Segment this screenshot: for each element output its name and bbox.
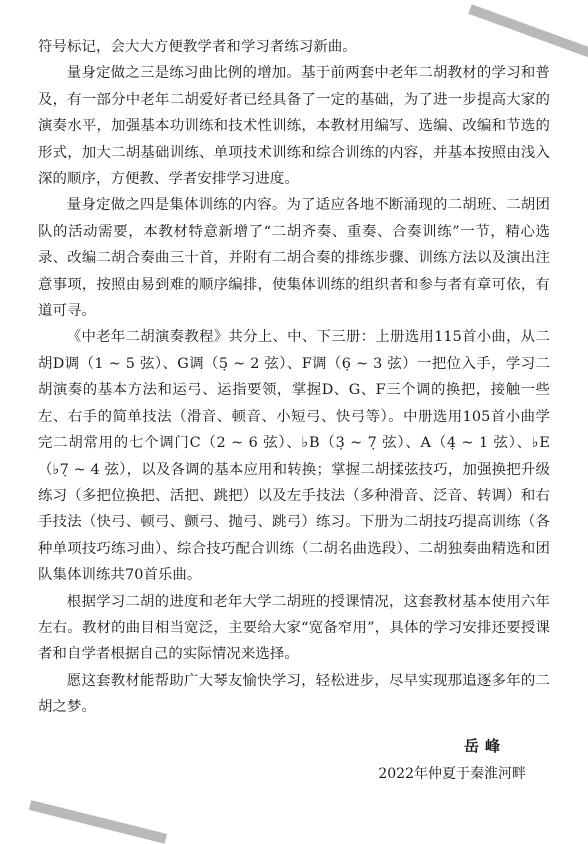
paragraph-3: 量身定做之四是集体训练的内容。为了适应各地不断涌现的二胡班、二胡团队的活动需要，本教材特意新增了“二胡齐奏、重奏、合奏训练”一节，精心选录、改编二胡合奏曲三十首，并附有二胡合奏的排练步骤、训练方法以及演出注意事项，按照由易到难的顺序编排，使集体训练的组织者和参与者有章可依，有道可寻。 [38, 197, 550, 320]
date-line: 2022年仲夏于秦淮河畔 [378, 766, 526, 782]
author-signature: 岳峰 [463, 737, 506, 755]
paragraph-6: 愿这套教材能帮助广大琴友愉快学习，轻松进步，尽早实现那追逐多年的二胡之梦。 [38, 672, 550, 716]
paragraph-4: 《中老年二胡演奏教程》共分上、中、下三册：上册选用115首小曲，从二胡D调（1 ~ 5 弦）、G调（5̣ ~ 2 弦）、F调（6̣ ~ 3 弦）一把位入手，学习二胡演奏的基本方法和运弓、运指要领，掌握D、G、F三个调的换把，接触一些左、右手的简单技法（滑音、顿音、小短弓、快弓等）。中册选用105首小曲学完二胡常用的七个调门C（2 ~ 6 弦）、♭B（3̣ ~ 7̣ 弦）、A（4̣ ~ 1 弦）、♭E（♭7̣ ~ 4 弦），以及各调的基本应用和转换；掌握二胡揉弦技巧，加强换把升级练习（多把位换把、活把、跳把）以及左手技法（多种滑音、泛音、转调）和右手技法（快弓、顿弓、颤弓、抛弓、跳弓）练习。下册为二胡技巧提高训练（各种单项技巧练习曲）、综合技巧配合训练（二胡名曲选段）、二胡独奏曲精选和团队集体训练共70首乐曲。 [38, 329, 550, 584]
document-body [38, 34, 550, 721]
paragraph-2: 量身定做之三是练习曲比例的增加。基于前两套中老年二胡教材的学习和普及，有一部分中老年二胡爱好者已经具备了一定的基础，为了进一步提高大家的演奏水平，加强基本功训练和技术性训练，本教材用编写、选编、改编和节选的形式，加大二胡基础训练、单项技术训练和综合训练的内容，并基本按照由浅入深的顺序，方便教、学者安排学习进度。 [38, 65, 550, 188]
decorative-stripe-bottom [29, 800, 167, 844]
paragraph-5: 根据学习二胡的进度和老年大学二胡班的授课情况，这套教材基本使用六年左右。教材的曲目相当宽泛，主要给大家“宽备窄用”，具体的学习安排还要授课者和自学者根据自己的实际情况来选择。 [38, 593, 550, 663]
paragraph-1: 符号标记，会大大方便教学者和学习者练习新曲。 [38, 39, 357, 55]
